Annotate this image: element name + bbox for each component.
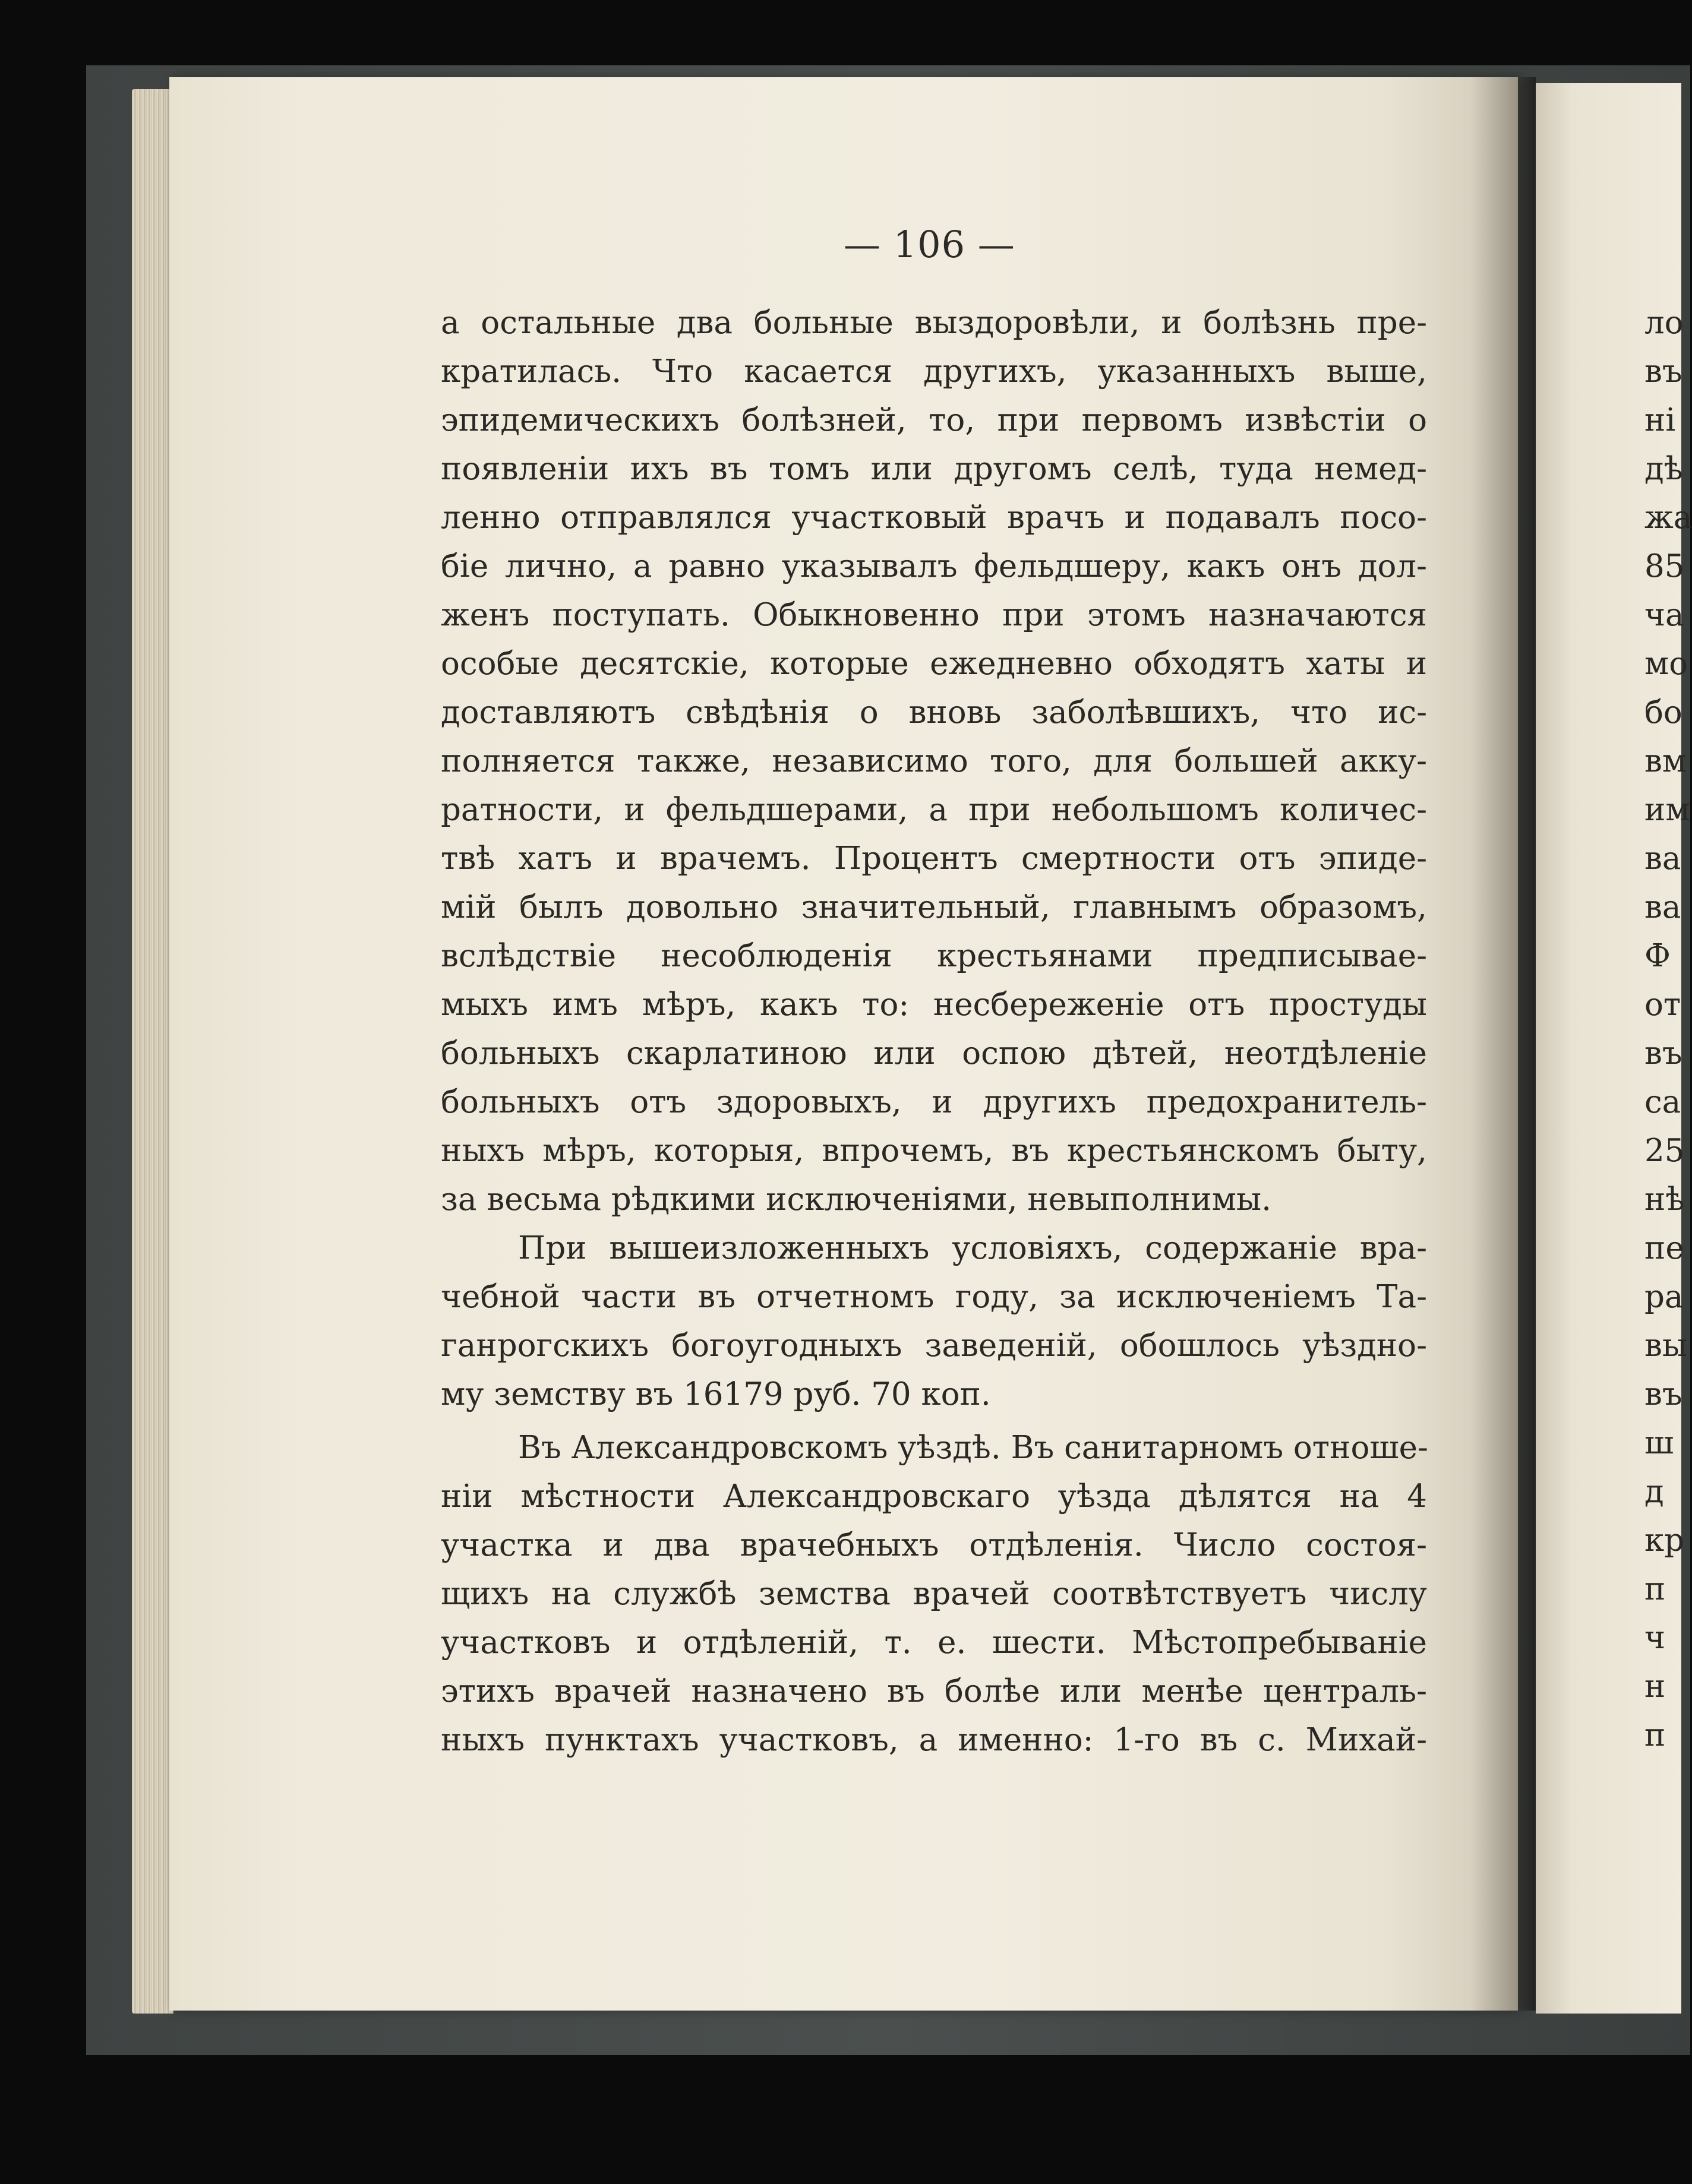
text-line: особые десятскіе, которые ежедневно обходятъ хаты и (441, 646, 1427, 682)
facing-line-fragment: п (1644, 1571, 1666, 1607)
facing-line-fragment: ча (1644, 597, 1684, 633)
text-line: женъ поступать. Обыкновенно при этомъ назначаются (441, 597, 1427, 633)
facing-line-fragment: вм (1644, 743, 1687, 779)
text-line: му земству въ 16179 руб. 70 коп. (441, 1376, 991, 1412)
text-line: доставляютъ свѣдѣнія о вновь заболѣвшихъ, что ис- (441, 694, 1427, 731)
text-line: за весьма рѣдкими исключеніями, невыполнимы. (441, 1181, 1271, 1218)
facing-line-fragment: ч (1644, 1620, 1666, 1656)
text-line: больныхъ скарлатиною или оспою дѣтей, неотдѣленіе (441, 1035, 1427, 1072)
facing-line-fragment: дѣ (1644, 451, 1683, 487)
text-line: чебной части въ отчетномъ году, за исключеніемъ Та- (441, 1279, 1427, 1315)
facing-page-text (1644, 299, 1692, 1760)
text-line: ныхъ пунктахъ участковъ, а именно: 1-го въ с. Михай- (441, 1722, 1427, 1758)
text-line: больныхъ отъ здоровыхъ, и другихъ предохранитель- (441, 1084, 1427, 1120)
text-line: вслѣдствіе несоблюденія крестьянами предписывае- (441, 938, 1427, 974)
text-line: мыхъ имъ мѣръ, какъ то: несбереженіе отъ простуды (441, 987, 1427, 1023)
facing-line-fragment: въ (1644, 353, 1682, 390)
facing-line-fragment: ні (1644, 402, 1676, 438)
page-edges (132, 89, 173, 2014)
text-line: При вышеизложенныхъ условіяхъ, содержаніе вра- (518, 1230, 1427, 1266)
facing-line-fragment: са (1644, 1084, 1681, 1120)
text-line: кратилась. Что касается другихъ, указанныхъ выше, (441, 353, 1427, 390)
facing-line-fragment: въ (1644, 1376, 1682, 1412)
page-gutter (1470, 77, 1536, 2011)
facing-line-fragment: н (1644, 1668, 1666, 1705)
text-line: мій былъ довольно значительный, главнымъ образомъ, (441, 889, 1427, 925)
facing-line-fragment: 25 (1644, 1133, 1685, 1169)
facing-line-fragment: нѣ (1644, 1181, 1685, 1218)
facing-line-fragment: ра (1644, 1279, 1684, 1315)
text-line: участка и два врачебныхъ отдѣленія. Число состоя- (441, 1527, 1427, 1563)
text-line: эпидемическихъ болѣзней, то, при первомъ извѣстіи о (441, 402, 1427, 438)
section-heading-line: Въ Александровскомъ уѣздѣ. Въ санитарномъ отноше- (518, 1430, 1428, 1466)
page-text (441, 299, 1427, 1765)
facing-line-fragment: ва (1644, 889, 1681, 925)
facing-line-fragment: ло (1644, 305, 1684, 341)
text-line: появленіи ихъ въ томъ или другомъ селѣ, туда немед- (441, 451, 1427, 487)
facing-line-fragment: им (1644, 792, 1690, 828)
text-line: твѣ хатъ и врачемъ. Процентъ смертности отъ эпиде- (441, 840, 1427, 877)
text-line: ніи мѣстности Александровскаго уѣзда дѣлятся на 4 (441, 1478, 1427, 1515)
facing-line-fragment: кр (1644, 1522, 1685, 1559)
text-line: ратности, и фельдшерами, а при небольшомъ количес- (441, 792, 1427, 828)
facing-line-fragment: 85 (1644, 548, 1685, 584)
facing-line-fragment: пе (1644, 1230, 1684, 1266)
text-line: полняется также, независимо того, для большей акку- (441, 743, 1427, 779)
facing-line-fragment: жа (1644, 500, 1692, 536)
text-line: біе лично, а равно указывалъ фельдшеру, какъ онъ дол- (441, 548, 1427, 584)
text-line: участковъ и отдѣленій, т. е. шести. Мѣстопребываніе (441, 1624, 1427, 1661)
text-line: а остальные два больные выздоровѣли, и болѣзнь пре- (441, 305, 1427, 341)
facing-line-fragment: въ (1644, 1035, 1682, 1072)
facing-line-fragment: п (1644, 1717, 1666, 1753)
page-number: — 106 — (844, 223, 1015, 266)
facing-line-fragment: д (1644, 1474, 1664, 1510)
facing-line-fragment: Ф (1644, 938, 1671, 974)
facing-line-fragment: мо (1644, 646, 1688, 682)
facing-line-fragment: бо (1644, 694, 1682, 731)
text-line: ленно отправлялся участковый врачъ и подавалъ посо- (441, 500, 1427, 536)
text-line: ныхъ мѣръ, которыя, впрочемъ, въ крестьянскомъ быту, (441, 1133, 1427, 1169)
facing-line-fragment: ва (1644, 840, 1681, 877)
text-line: ганрогскихъ богоугодныхъ заведеній, обошлось уѣздно- (441, 1328, 1427, 1364)
facing-line-fragment: ш (1644, 1425, 1674, 1461)
facing-line-fragment: от (1644, 987, 1681, 1023)
facing-line-fragment: вы (1644, 1328, 1688, 1364)
text-line: щихъ на службѣ земства врачей соотвѣтствуетъ числу (441, 1576, 1427, 1612)
text-line: этихъ врачей назначено въ болѣе или менѣе централь- (441, 1673, 1427, 1709)
